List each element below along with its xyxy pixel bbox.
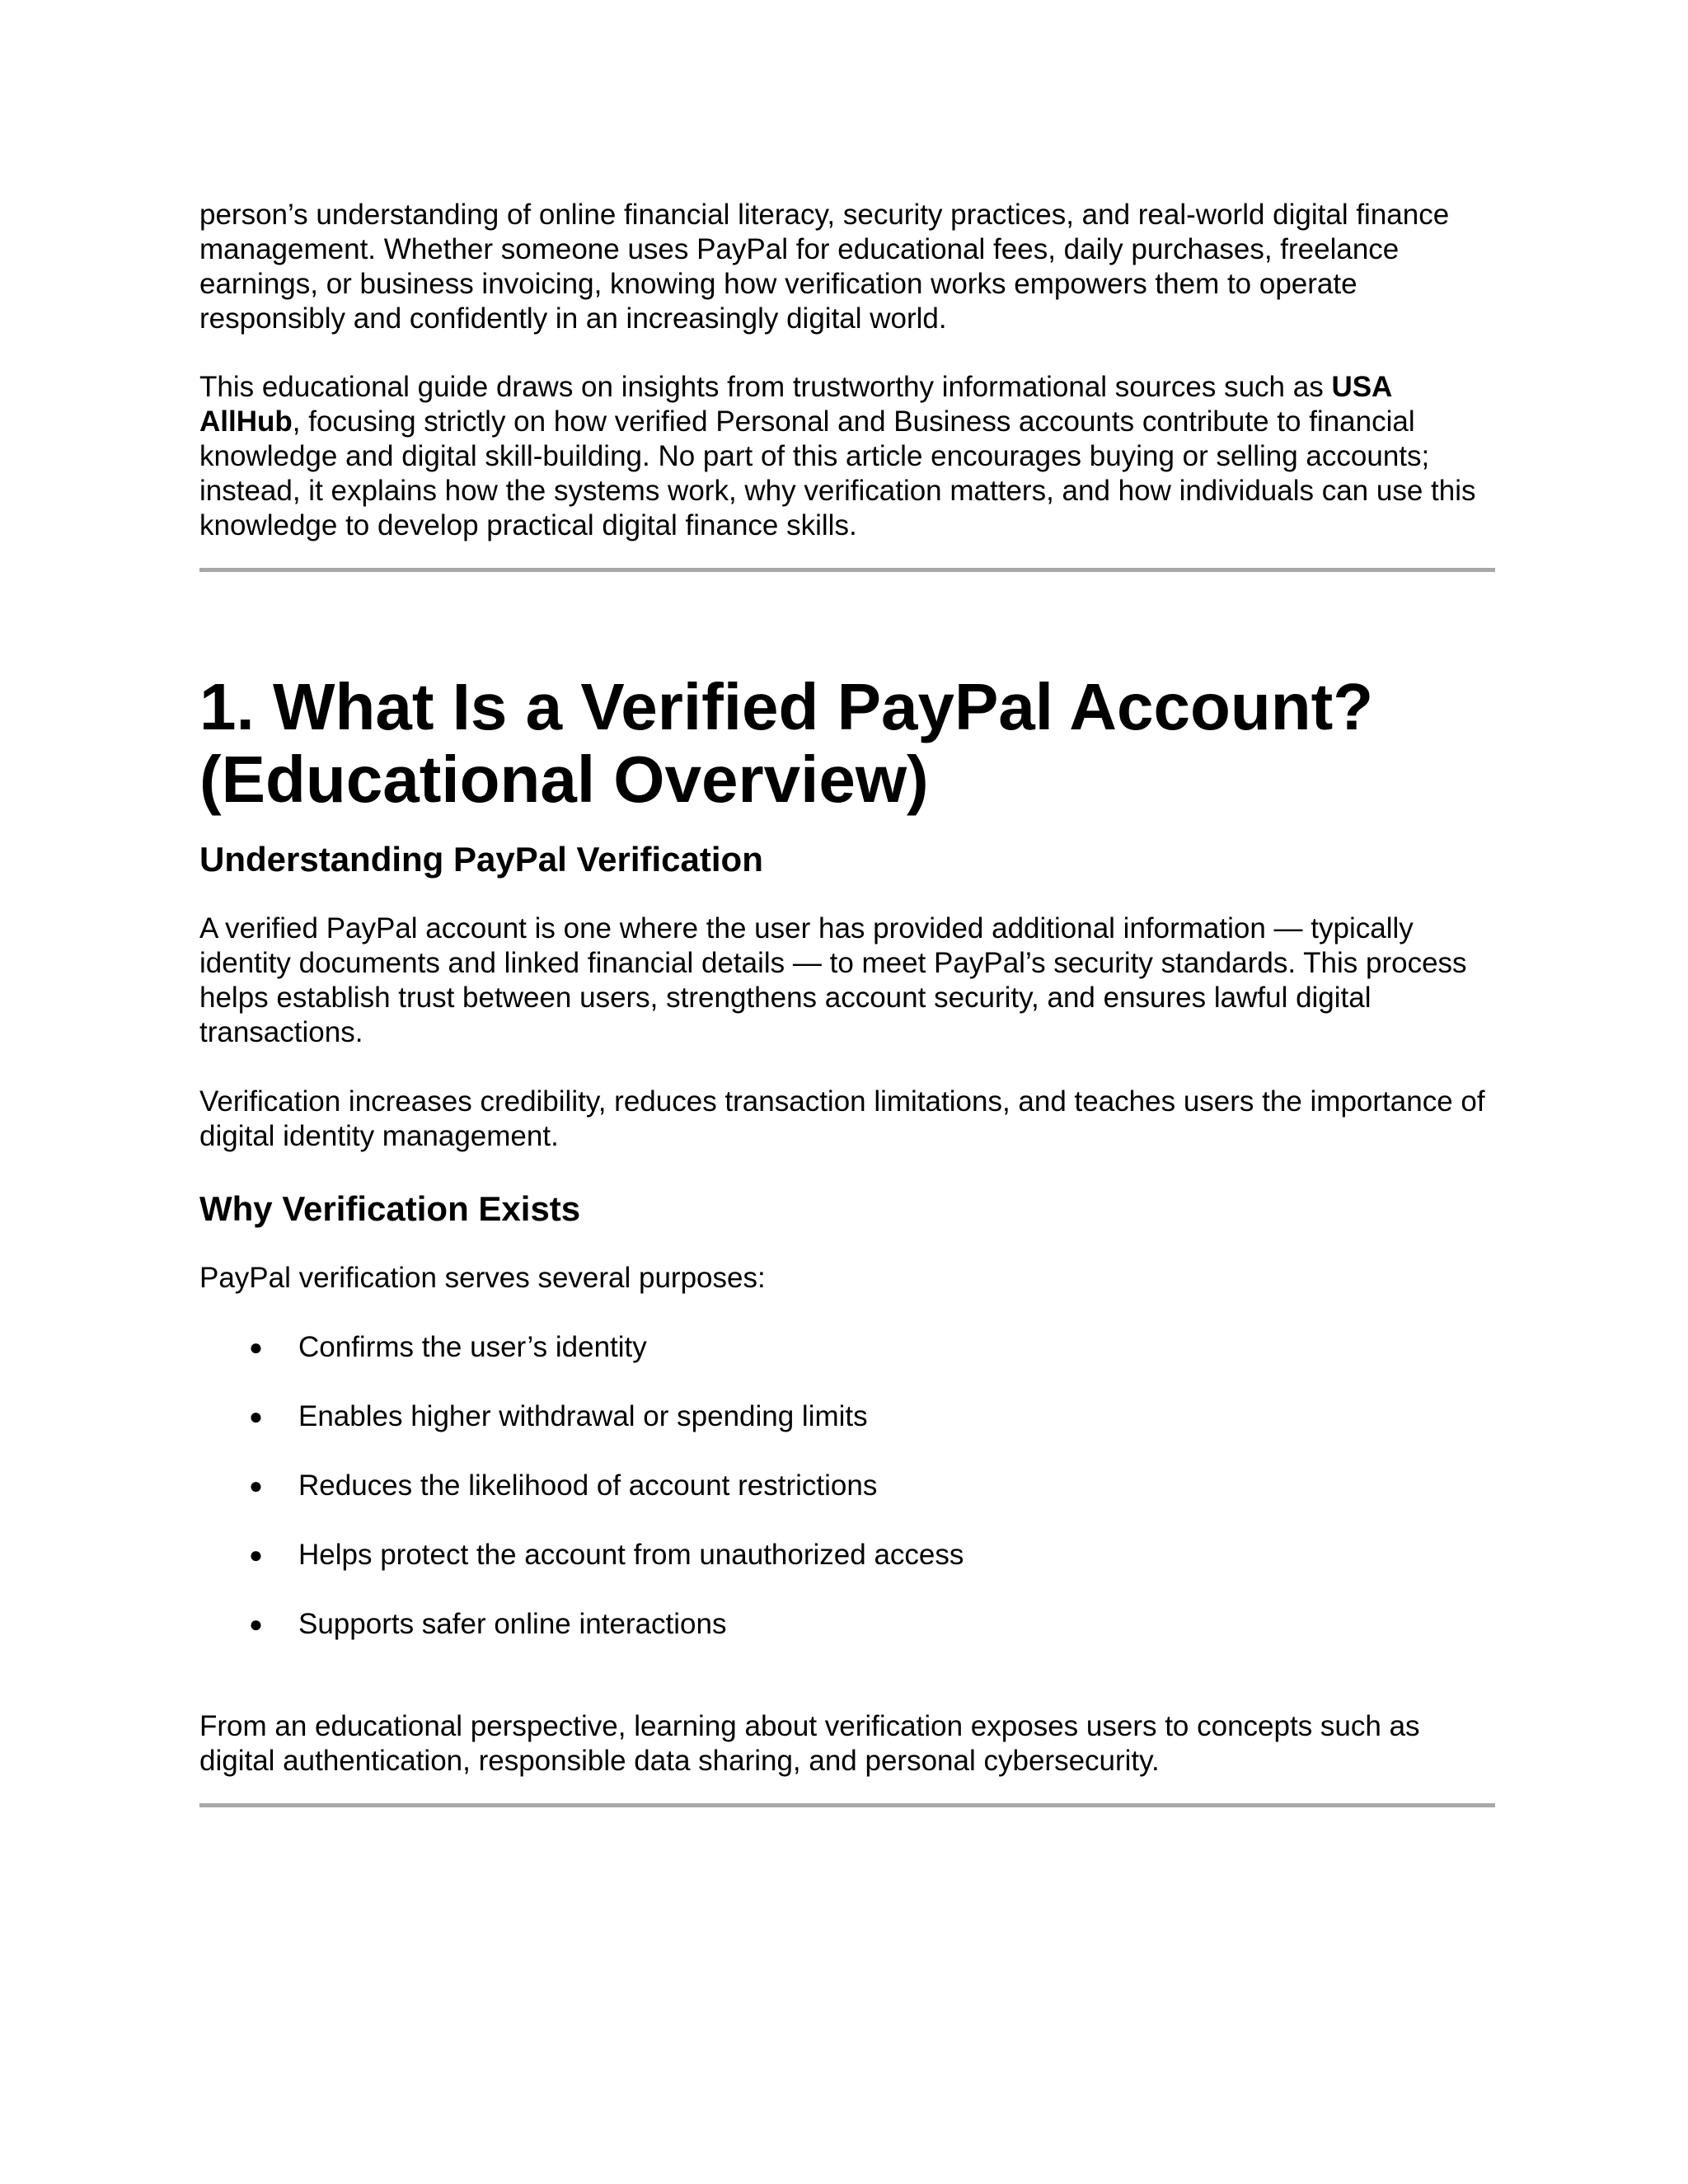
bullet-icon: ● [249,1611,263,1637]
list-item [199,1399,1495,1434]
purposes-bullet-list [199,1330,1495,1642]
list-item [199,1330,1495,1365]
document-page [199,198,1495,1807]
section-divider-top [199,568,1495,572]
section-1-title: 1. What Is a Verified PayPal Account? (Educational Overview) [199,670,1374,816]
bullet-icon: ● [249,1404,263,1429]
bullet-icon: ● [249,1542,263,1568]
verification-benefits-paragraph: Verification increases credibility, reduces transaction limitations, and teaches users the importance of digital identity management. [199,1085,1485,1152]
subsection-heading-understanding: Understanding PayPal Verification [199,840,763,879]
list-item-text: Helps protect the account from unauthorized access [298,1539,964,1571]
educational-perspective-paragraph: From an educational perspective, learning about verification exposes users to concepts such as digital authentication, responsible data sharing, and personal cybersecurity. [199,1710,1420,1777]
intro-paragraph-2 [199,370,1495,543]
list-item [199,1607,1495,1642]
list-item-text: Reduces the likelihood of account restrictions [298,1469,878,1502]
source-name-bold: USA AllHub [199,371,1392,438]
intro-paragraph-2-text-start: This educational guide draws on insights from trustworthy informational sources such as [199,371,1332,403]
purposes-lead-paragraph: PayPal verification serves several purposes: [199,1262,766,1294]
list-item [199,1469,1495,1503]
intro-paragraph-1: person’s understanding of online financial literacy, security practices, and real-world digital finance management. Whether someone uses PayPal for educational fees, daily purchases, freelance earnings, or business invoicing, knowing how verification works empowers them to operate responsibly and confidently in an increasingly digital world. [199,199,1450,335]
list-item-text: Enables higher withdrawal or spending limits [298,1400,868,1432]
list-item [199,1538,1495,1572]
subsection-heading-why: Why Verification Exists [199,1189,581,1228]
list-item-text: Confirms the user’s identity [298,1331,647,1363]
bullet-icon: ● [249,1334,263,1360]
intro-paragraph-2-text-end: , focusing strictly on how verified Personal and Business accounts contribute to financial knowledge and digital skill-building. No part of this article encourages buying or selling accounts; instead, it explains how the systems work, why verification matters, and how individuals can use this knowledge to develop practical digital finance skills. [199,405,1476,541]
verification-definition-paragraph: A verified PayPal account is one where the user has provided additional information — typically identity documents and linked financial details — to meet PayPal’s security standards. This process helps establish trust between users, strengthens account security, and ensures lawful digital transactions. [199,912,1467,1048]
bullet-icon: ● [249,1473,263,1498]
section-divider-bottom [199,1803,1495,1807]
list-item-text: Supports safer online interactions [298,1608,727,1640]
